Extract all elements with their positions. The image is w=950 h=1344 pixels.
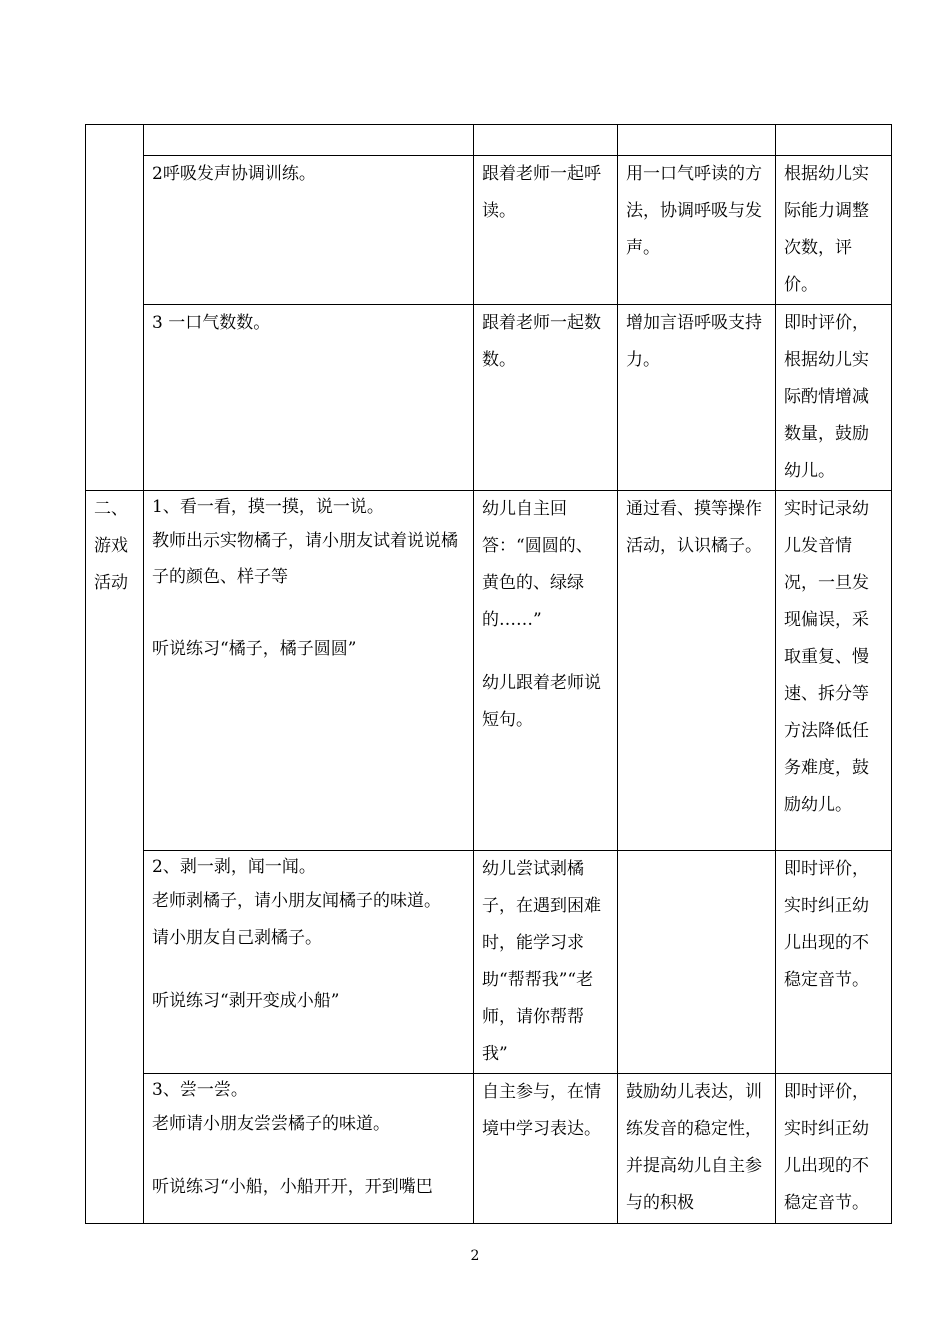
- activity-line: 听说练习“小船，小船开开，开到嘴巴: [152, 1177, 433, 1197]
- activity-cell: [144, 156, 474, 305]
- eval-cell: [776, 491, 892, 851]
- activity-cell: [144, 1074, 474, 1224]
- child-line: 幼儿跟着老师说短句。: [482, 673, 601, 730]
- goal-text: 用一口气呼读的方法，协调呼吸与发声。: [626, 164, 762, 258]
- section-label-cell: [86, 491, 144, 1224]
- table-row: [86, 156, 892, 305]
- child-cell: [474, 851, 618, 1074]
- child-cell: [474, 1074, 618, 1224]
- eval-text: 即时评价，实时纠正幼儿出现的不稳定音节。: [784, 859, 869, 990]
- goal-text: 增加言语呼吸支持力。: [626, 313, 762, 370]
- activity-text: 3 一口气数数。: [152, 313, 271, 333]
- activity-line: 2、剥一剥，闻一闻。: [152, 857, 316, 877]
- eval-cell: [776, 851, 892, 1074]
- activity-line: 听说练习“剥开变成小船”: [152, 991, 340, 1011]
- activity-line: 老师剥橘子，请小朋友闻橘子的味道。: [152, 891, 441, 911]
- activity-line: 请小朋友自己剥橘子。: [152, 928, 322, 948]
- table-cell: [776, 125, 892, 156]
- child-text: 跟着老师一起呼读。: [482, 164, 601, 221]
- table-cell: [474, 125, 618, 156]
- activity-line: 3、尝一尝。: [152, 1080, 248, 1100]
- table-row: [86, 851, 892, 1074]
- eval-cell: [776, 1074, 892, 1224]
- child-cell: [474, 305, 618, 491]
- lesson-plan-table: [85, 124, 892, 1224]
- eval-cell: [776, 156, 892, 305]
- goal-cell: [618, 851, 776, 1074]
- table-cell: [144, 125, 474, 156]
- activity-cell: [144, 851, 474, 1074]
- goal-cell: [618, 156, 776, 305]
- goal-cell: [618, 1074, 776, 1224]
- goal-text: 通过看、摸等操作活动，认识橘子。: [626, 499, 762, 556]
- child-text: 幼儿尝试剥橘子，在遇到困难时，能学习求助“帮帮我”“老师，请你帮帮我”: [482, 859, 601, 1064]
- child-text: 自主参与，在情境中学习表达。: [482, 1082, 601, 1139]
- activity-cell: [144, 491, 474, 851]
- activity-line: 教师出示实物橘子，请小朋友试着说说橘子的颜色、样子等: [152, 531, 458, 587]
- section-label: 二、游戏活动: [94, 499, 128, 593]
- goal-cell: [618, 491, 776, 851]
- table-row: [86, 125, 892, 156]
- page-number: 2: [470, 1248, 480, 1264]
- table-row: [86, 1074, 892, 1224]
- eval-text: 即时评价，根据幼儿实际酌情增减数量，鼓励幼儿。: [784, 313, 869, 481]
- activity-line: 1、看一看，摸一摸，说一说。: [152, 497, 384, 517]
- goal-text: 鼓励幼儿表达，训练发音的稳定性，并提高幼儿自主参与的积极: [626, 1082, 762, 1213]
- section-cell-empty: [86, 125, 144, 491]
- activity-text: 2呼吸发声协调训练。: [152, 164, 316, 184]
- activity-line: 听说练习“橘子，橘子圆圆”: [152, 639, 357, 659]
- activity-cell: [144, 305, 474, 491]
- eval-text: 实时记录幼儿发音情况，一旦发现偏误，采取重复、慢速、拆分等方法降低任务难度，鼓励幼儿。: [784, 499, 869, 815]
- eval-text: 即时评价，实时纠正幼儿出现的不稳定音节。: [784, 1082, 869, 1213]
- child-cell: [474, 491, 618, 851]
- child-text: 跟着老师一起数数。: [482, 313, 601, 370]
- eval-text: 根据幼儿实际能力调整次数，评价。: [784, 164, 869, 295]
- eval-cell: [776, 305, 892, 491]
- child-line: 幼儿自主回答：“圆圆的、黄色的、绿绿的……”: [482, 499, 593, 630]
- table-row: [86, 491, 892, 851]
- activity-line: 老师请小朋友尝尝橘子的味道。: [152, 1114, 390, 1134]
- table-row: [86, 305, 892, 491]
- goal-cell: [618, 305, 776, 491]
- table-cell: [618, 125, 776, 156]
- child-cell: [474, 156, 618, 305]
